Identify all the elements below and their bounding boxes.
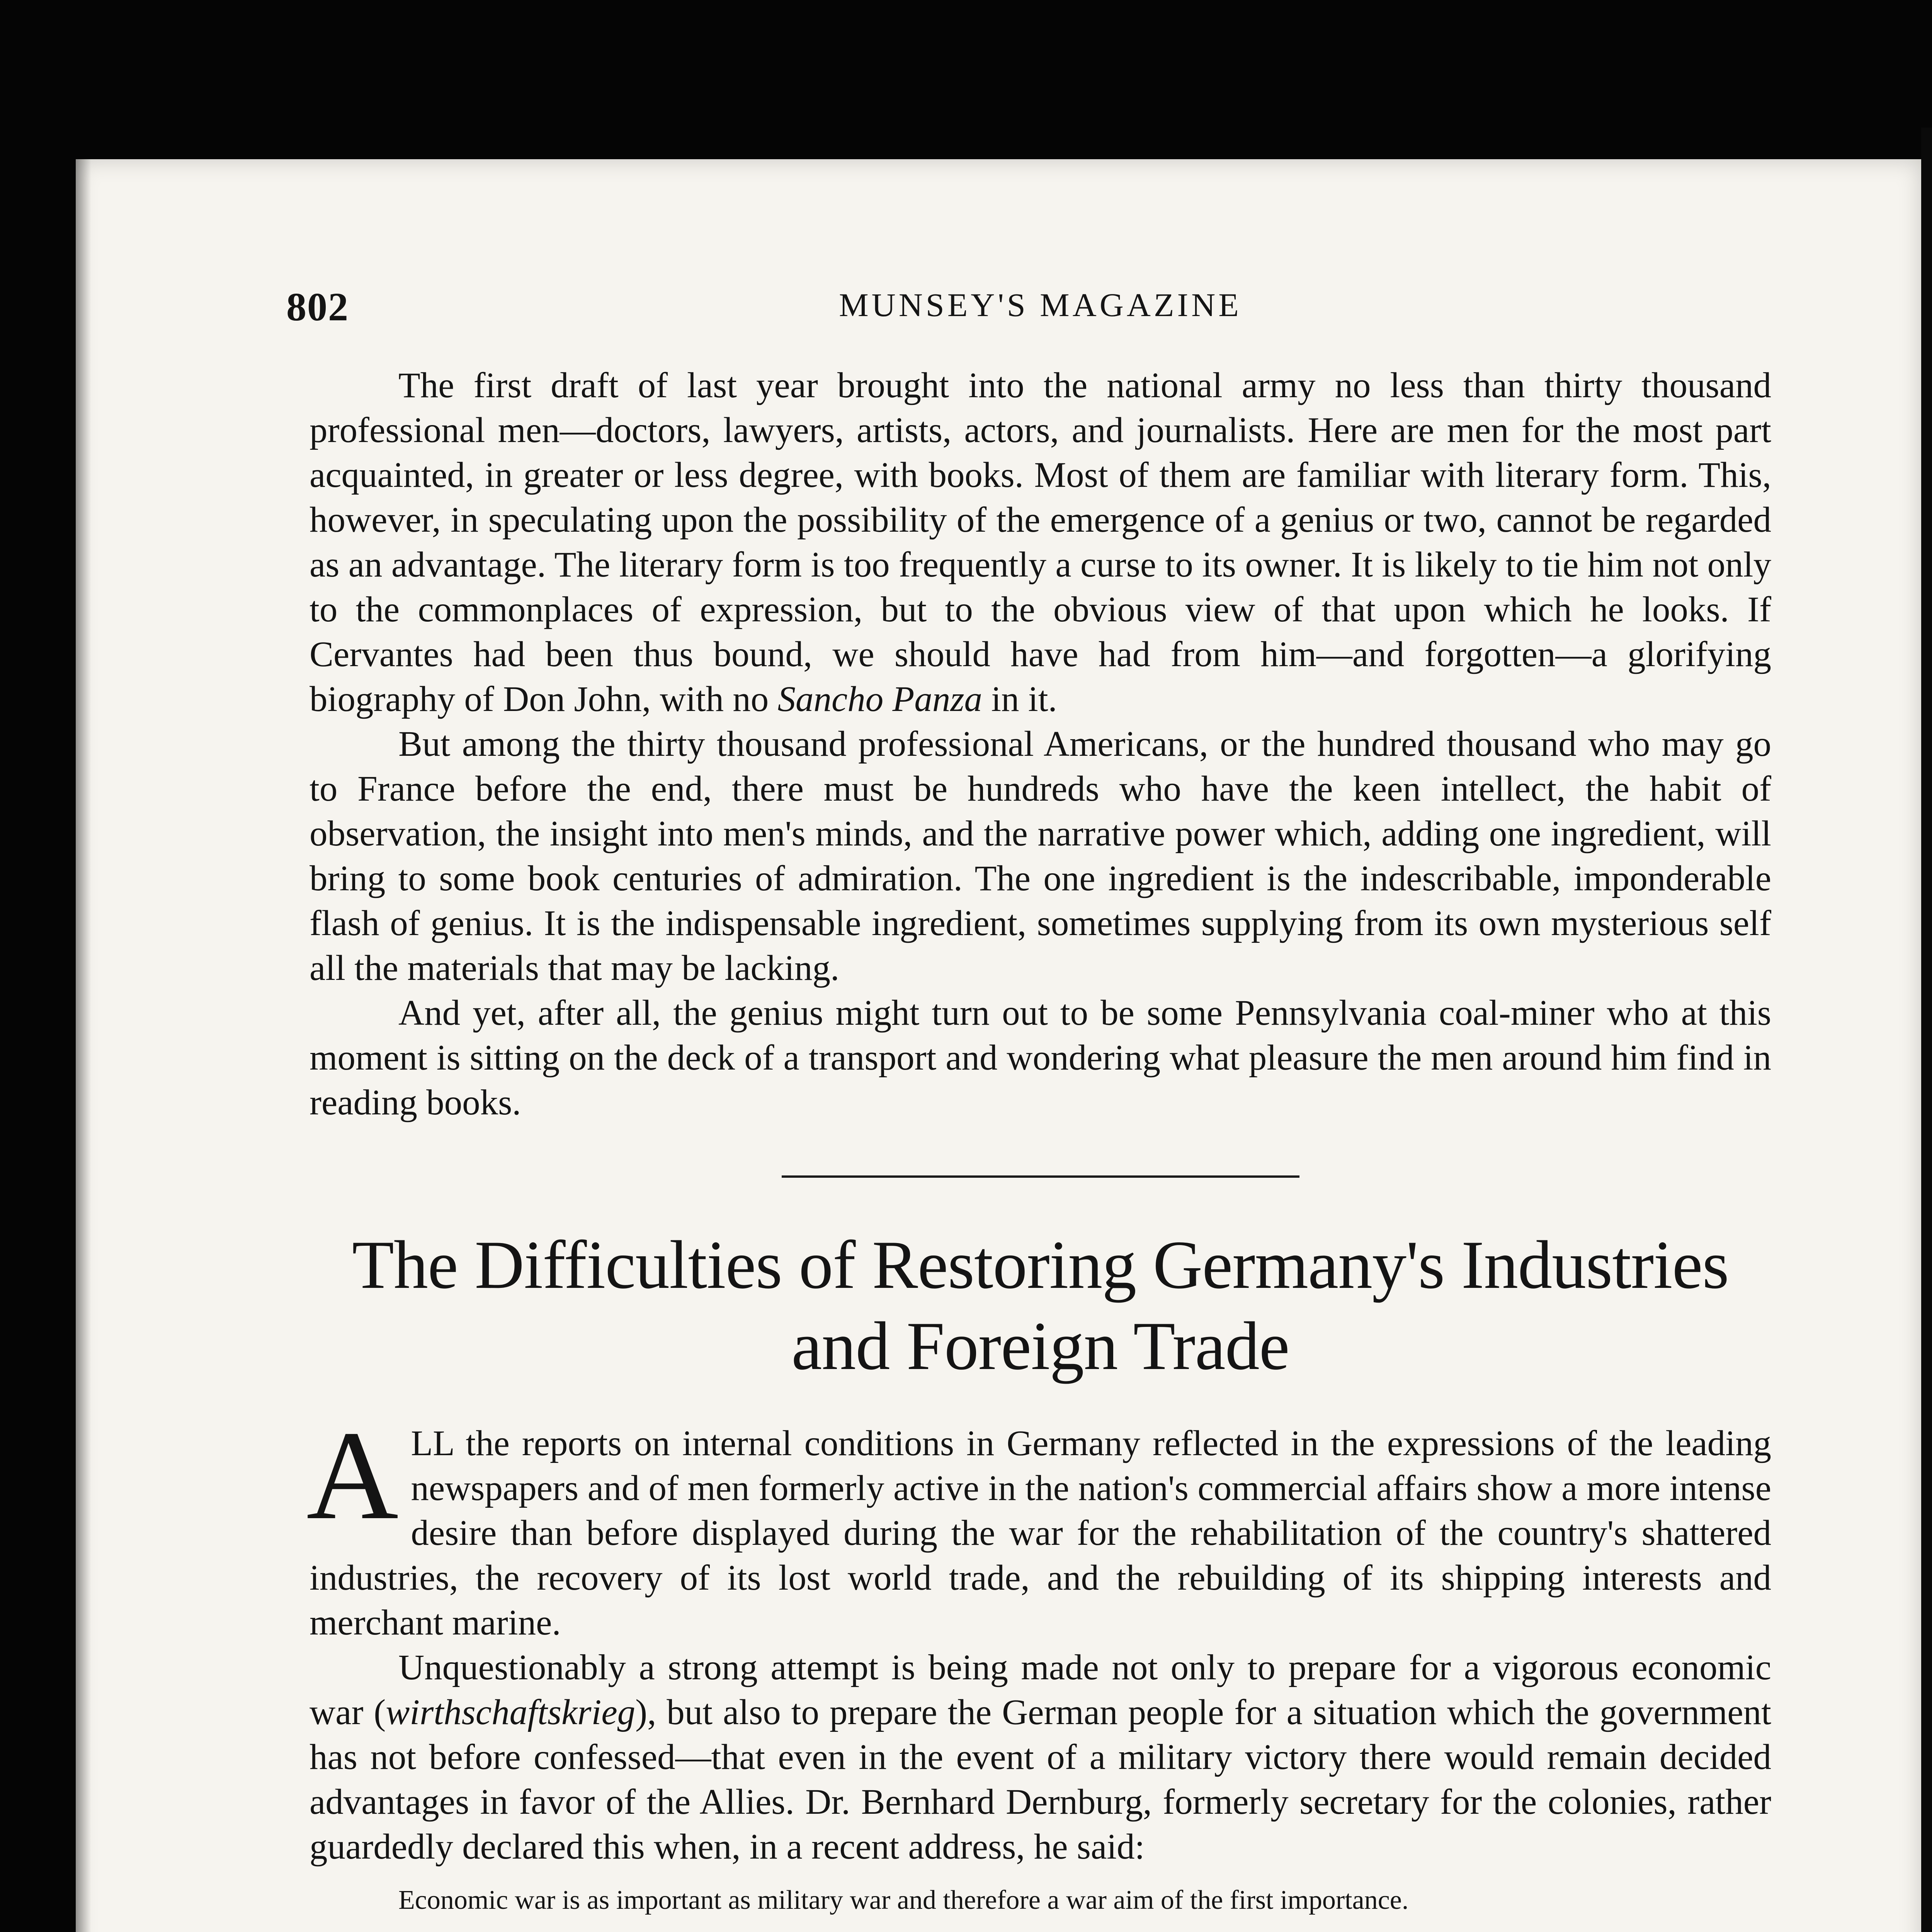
intro-paragraph-1-text: The first draft of last year brought into the national army no less than thirty thousand professional men—doctors, lawyers, artists, actors, and journalists. Here are men for the most part acquainted, in greater or less degree, with books. Most of them are familiar with literary form. This, however, in speculating upon the possibility of the emergence of a genius or two, cannot be regarded as an advantage. The literary form is too frequently a curse to its owner. It is likely to tie him not only to the commonplaces of expression, but to the obvious view of that upon which he looks. If Cervantes had been thus bound, we should have had from him—and forgotten—a glorifying biography of Don John, with no [310, 366, 1771, 719]
page-gutter-shadow [76, 159, 91, 1932]
intro-paragraph-1 [310, 363, 1771, 722]
section-divider [782, 1175, 1299, 1178]
article-paragraph-2-text: Unquestionably a strong attempt is being made not only to prepare for a vigorous economic war ( [310, 1648, 1771, 1732]
drop-cap: A [306, 1405, 399, 1546]
article-lead-paragraph [306, 1405, 1771, 1645]
article-paragraph-2 [310, 1645, 1771, 1869]
block-quote: Economic war is as important as military war and therefore a war aim of the first importance. [398, 1885, 1409, 1915]
article-lead-text: LL the reports on internal conditions in Germany reflected in the expressions of the leading newspapers and of men formerly active in the nation's commercial affairs show a more intense desire than before displayed during the war for the rehabilitation of the country's shattered industries, the recovery of its lost world trade, and the rebuilding of its shipping interests and merchant marine. [310, 1423, 1771, 1643]
italic-wirthschaftskrieg: wirthschaftskrieg [386, 1692, 636, 1732]
running-head: MUNSEY'S MAGAZINE [839, 286, 1242, 323]
intro-paragraph-2: But among the thirty thousand professional Americans, or the hundred thousand who may go to France before the end, there must be hundreds who have the keen intellect, the habit of observation, the insight into men's minds, and the narrative power which, adding one ingredient, will bring to some book centuries of admiration. The one ingredient is the indescribable, imponderable flash of genius. It is the indispensable ingredient, sometimes supplying from its own mysterious self all the materials that may be lacking. [310, 724, 1771, 988]
intro-paragraph-1-tail: in it. [982, 679, 1057, 719]
article-title: The Difficulties of Restoring Germany's Industries and Foreign Trade [352, 1226, 1729, 1384]
page-number: 802 [286, 285, 349, 329]
page-header [286, 284, 1771, 329]
body-text [306, 363, 1771, 1932]
italic-sancho-panza: Sancho Panza [777, 679, 983, 719]
adjacent-page-edge [1921, 128, 1932, 1932]
intro-paragraph-3: And yet, after all, the genius might turn out to be some Pennsylvania coal-miner who at this moment is sitting on the deck of a transport and wondering what pleasure the men around him find in reading books. [310, 993, 1771, 1122]
article-paragraph-2-tail: ), but also to prepare the German people for a situation which the government has not before confessed—that even in the event of a military victory there would remain decided advantages in favor of the Allies. Dr. Bernhard Dernburg, formerly secretary for the colonies, rather guardedly declared this when, in a recent address, he said: [310, 1692, 1771, 1867]
